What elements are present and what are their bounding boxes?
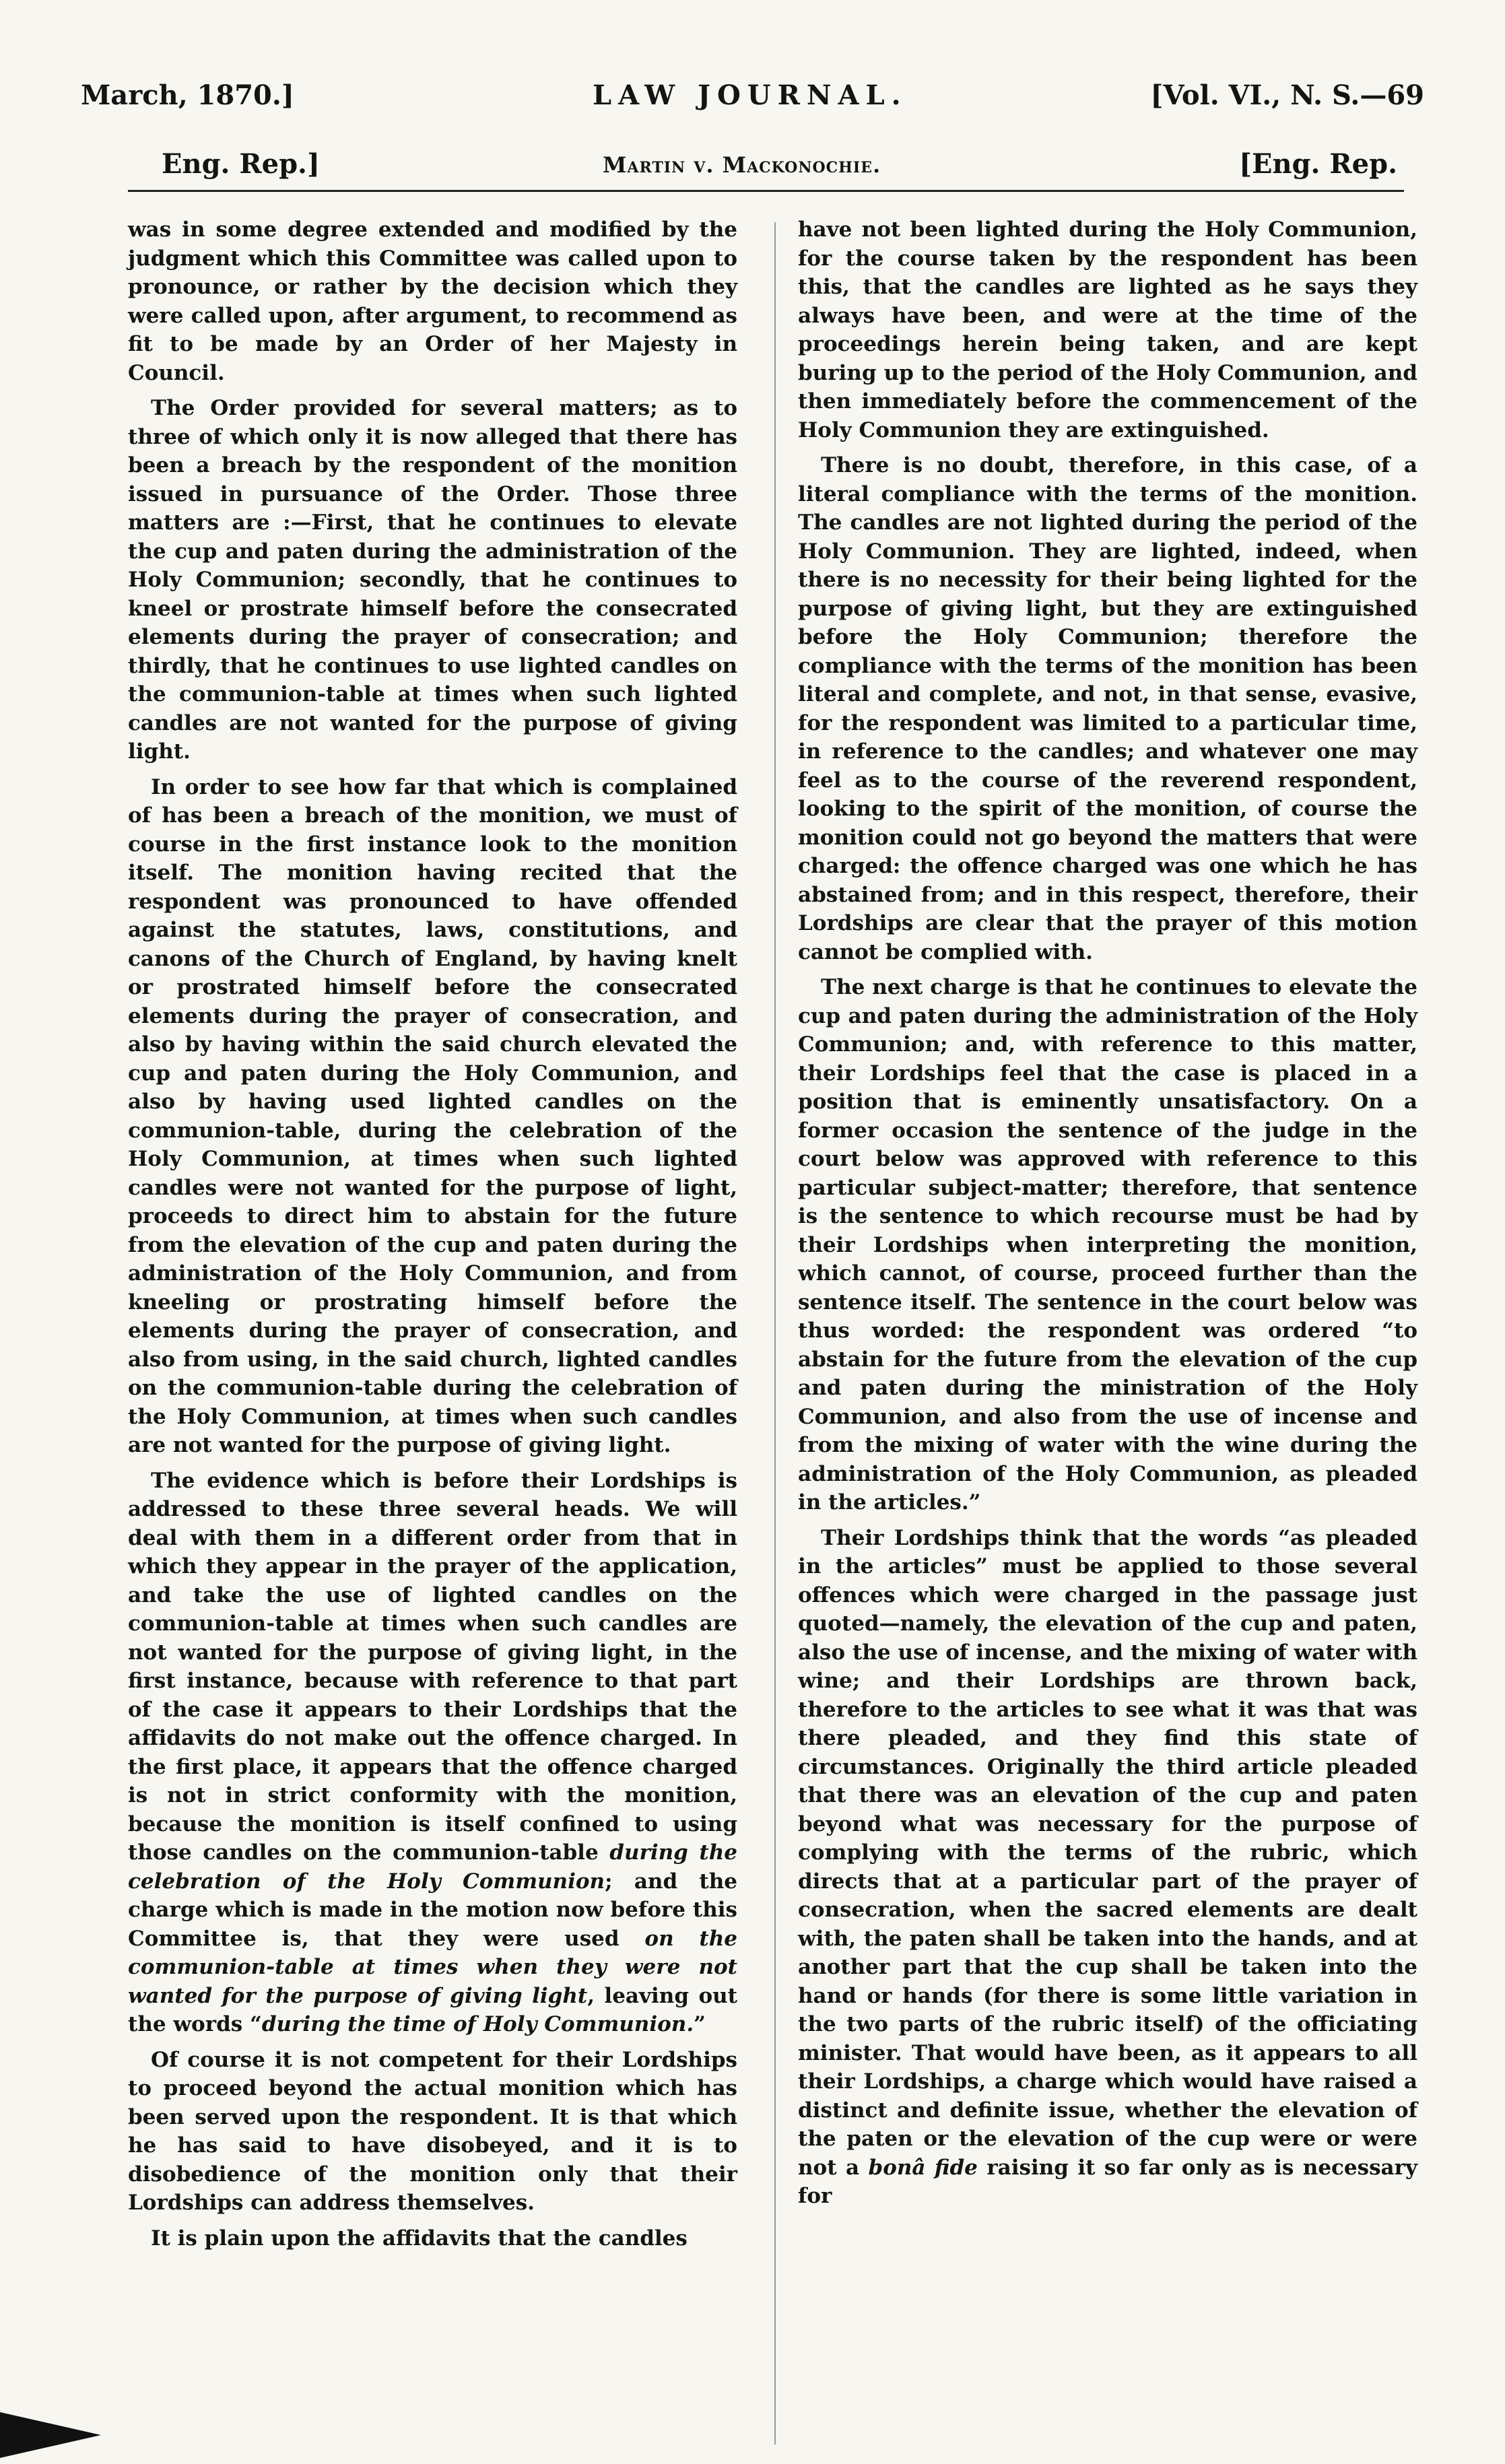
text-run: Their Lordships think that the words “as pleaded in the articles” must be applied to those several offences which were charged in the passage just quoted—namely, the elevation of the cup and paten, also the use of incense, and the mixing of water with wine; and their Lordships are thrown back, therefore to the articles to see what it was that was there pleaded, and they find this state of circumstances. Originally the third article pleaded that there was an elevation of the cup and paten beyond what was necessary for the purpose of complying with the terms of the rubric, which directs that at a particular part of the prayer of consecration, when the sacred elements are dealt with, the paten shall be taken into the hands, and at another part that the cup shall be taken into the hand or hands (for there is some little variation in the two parts of the rubric itself) of the officiating minister. That would have been, as it appears to all their Lordships, a charge which would have raised a distinct and definite issue, whether the elevation of the paten or the elevation of the cup were or were not a [798,1525,1417,2180]
issue-date: March, 1870.] [81,79,294,111]
paragraph: Of course it is not competent for their Lordships to proceed beyond the actual monition which has been served upon the respondent. It is that which he has said to have disobeyed, and it is to disobedience of the monition only that their Lordships can address themselves. [128,2047,737,2215]
text-run: ; and the charge which is made in the motion now before this Committee is, that they were used [128,1869,737,1951]
text-run: , leaving out the words “ [128,1983,737,2036]
text-run: raising it so far only as is necessary for [798,2155,1417,2208]
volume-page: [Vol. VI., N. S.—69 [1150,79,1424,111]
italic-run: bonâ fide [868,2155,978,2180]
italic-run: during the time of Holy Communion. [261,2012,694,2036]
right-column [798,215,1417,2431]
page-edge-arrow-icon [0,2412,101,2458]
report-tag-right: [Eng. Rep. [1239,148,1397,180]
column-divider [774,222,776,2444]
paragraph: have not been lighted during the Holy Communion, for the course taken by the respondent has been this, that the candles are lighted as he says they always have been, and were at the time of the proceedings herein being taken, and are kept buring up to the period of the Holy Communion, and then immediately before the commencement of the Holy Communion they are extinguished. [798,218,1417,442]
paragraph: The next charge is that he continues to elevate the cup and paten during the administration of the Holy Communion; and, with reference to this matter, their Lordships feel that the case is placed in a position that is eminently unsatisfactory. On a former occasion the sentence of the judge in the court below was approved with reference to this particular subject-matter; therefore, that sentence is the sentence to which recourse must be had by their Lordships when interpreting the monition, which cannot, of course, proceed further than the sentence itself. The sentence in the court below was thus worded: the respondent was ordered “to abstain for the future from the elevation of the cup and paten during the ministration of the Holy Communion, and also from the use of incense and from the mixing of water with the wine during the administration of the Holy Communion, as pleaded in the articles.” [798,975,1417,1514]
paragraph: was in some degree extended and modified by the judgment which this Committee was called upon to pronounce, or rather by the decision which they were called upon, after argument, to recommend as fit to be made by an Order of her Majesty in Council. [128,218,737,385]
case-header [128,148,1404,192]
paragraph [798,1524,1417,2211]
case-name: Martin v. Mackonochie. [603,152,881,178]
left-column [128,215,737,2431]
italic-run: during the celebration of the Holy Communion [128,1840,737,1894]
report-tag-left: Eng. Rep.] [162,148,320,180]
paragraph [128,1467,737,2039]
journal-title: LAW JOURNAL. [593,79,908,111]
paragraph: In order to see how far that which is complained of has been a breach of the monition, we must of course in the first instance look to the monition itself. The monition having recited that the respondent was pronounced to have offended against the statutes, laws, constitutions, and canons of the Church of England, by having knelt or prostrated himself before the consecrated elements during the prayer of consecration, and also by having within the said church elevated the cup and paten during the Holy Communion, and also by having used lighted candles on the communion-table, during the celebration of the Holy Communion, at times when such lighted candles were not wanted for the purpose of light, proceeds to direct him to abstain for the future from the elevation of the cup and paten during the administration of the Holy Communion, and from kneeling or prostrating himself before the elements during the prayer of consecration, and also from using, in the said church, lighted candles on the communion-table during the celebration of the Holy Communion, at times when such candles are not wanted for the purpose of giving light. [128,774,737,1457]
italic-run: on the communion-table at times when they were not wanted for the purpose of giving light [128,1926,737,2008]
text-run: The evidence which is before their Lordships is addressed to these three several heads. We will deal with them in a different order from that in which they appear in the prayer of the application, and take the use of lighted candles on the communion-table at times when such candles are not wanted for the purpose of giving light, in the first instance, because with reference to that part of the case it appears to their Lordships that the affidavits do not make out the offence charged. In the first place, it appears that the offence charged is not in strict conformity with the monition, because the monition is itself confined to using those candles on the communion-table [128,1468,737,1865]
text-run: ” [694,2012,706,2036]
paragraph: There is no doubt, therefore, in this case, of a literal compliance with the terms of the monition. The candles are not lighted during the period of the Holy Communion. They are lighted, indeed, when there is no necessity for their being lighted for the purpose of giving light, but they are extinguished before the Holy Communion; therefore the compliance with the terms of the monition has been literal and complete, and not, in that sense, evasive, for the respondent was limited to a particular time, in reference to the candles; and whatever one may feel as to the course of the reverend respondent, looking to the spirit of the monition, of course the monition could not go beyond the matters that were charged: the offence charged was one which he has abstained from; and in this respect, therefore, their Lordships are clear that the prayer of this motion cannot be complied with. [798,453,1417,964]
paragraph: It is plain upon the affidavits that the candles [151,2226,688,2251]
paragraph: The Order provided for several matters; as to three of which only it is now alleged that there has been a breach by the respondent of the monition issued in pursuance of the Order. Those three matters are :—First, that he continues to elevate the cup and paten during the administration of the Holy Communion; secondly, that he continues to kneel or prostrate himself before the consecrated elements during the prayer of consecration; and thirdly, that he continues to use lighted candles on the communion-table at times when such lighted candles are not wanted for the purpose of giving light. [128,396,737,764]
running-header [81,79,1424,133]
